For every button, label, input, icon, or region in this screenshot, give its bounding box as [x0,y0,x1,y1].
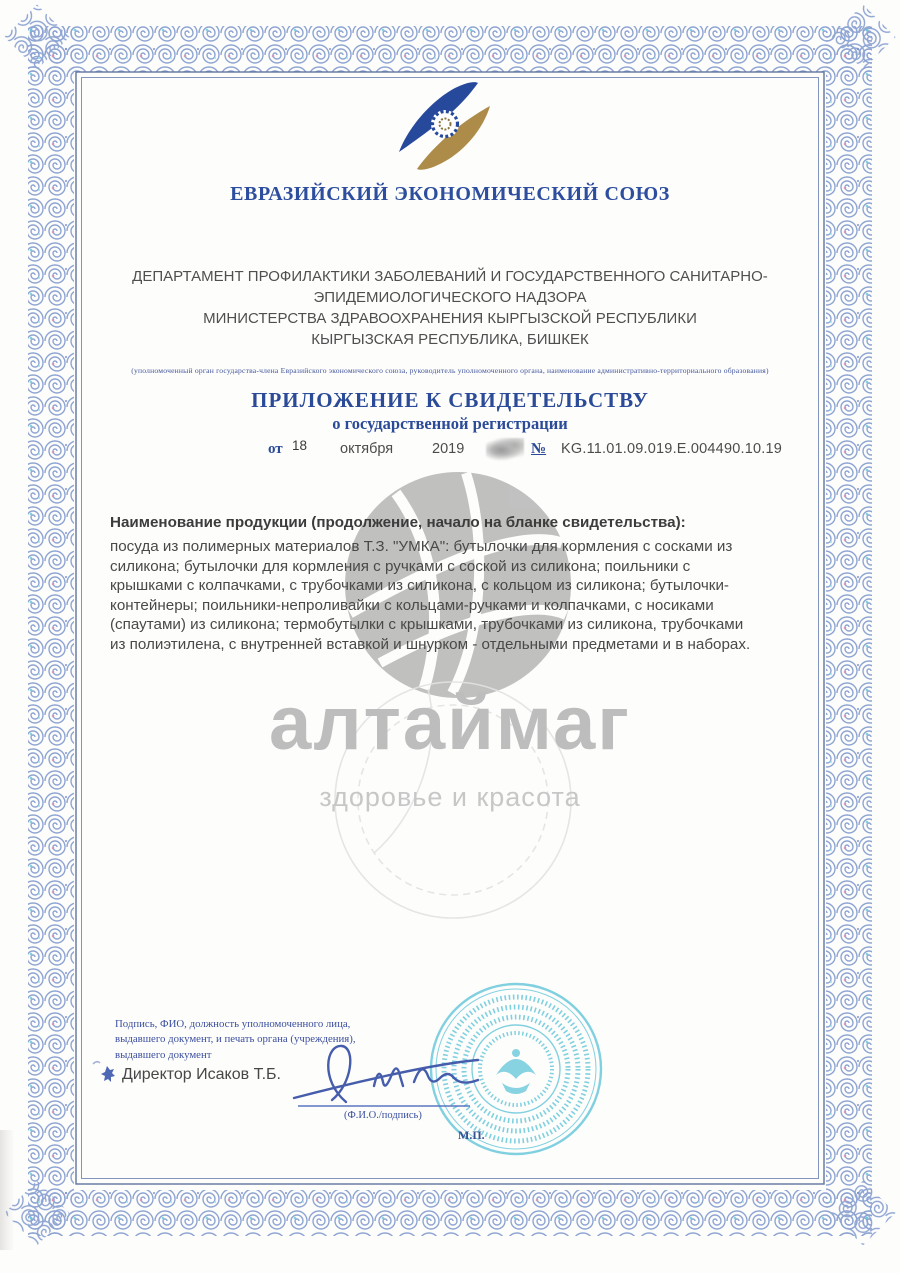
ink-blot-icon [90,1058,124,1088]
product-label: Наименование продукции (продолжение, начало на бланке свидетельства): [110,514,686,531]
watermark-brand: алтаймаг [269,681,631,766]
registration-row [0,438,900,467]
signature-note: Подпись, ФИО, должность уполномоченного лица, выдавшего документ, и печать органа (учреждения), выдавшего документ [115,1018,356,1061]
handwritten-signature-icon [290,1040,490,1115]
stamp-place-label: М.П. [458,1128,485,1142]
issuer-footnote: (уполномоченный орган государства-члена Евразийского экономического союза, руководитель уполномоченного органа, наименование административно-территориального образования) [131,366,769,375]
document-subheading: о государственной регистрации [332,414,568,433]
watermark-tagline: здоровье и красота [319,782,581,812]
registration-day: 18 [292,438,308,453]
scan-edge-artifact [0,1130,14,1250]
registration-year: 2019 [432,441,465,457]
from-label: от [268,441,283,457]
issuer-line: ДЕПАРТАМЕНТ ПРОФИЛАКТИКИ ЗАБОЛЕВАНИЙ И ГОСУДАРСТВЕННОГО САНИТАРНО- [132,268,768,285]
eaeu-logo-icon [385,80,505,172]
fio-caption: (Ф.И.О./подпись) [344,1110,422,1121]
registration-month: октября [340,441,394,457]
issuer-line: КЫРГЫЗСКАЯ РЕСПУБЛИКА, БИШКЕК [311,331,589,348]
signer-name: Директор Исаков Т.Б. [122,1066,281,1083]
document-heading: ПРИЛОЖЕНИЕ К СВИДЕТЕЛЬСТВУ [251,388,649,412]
registration-number: KG.11.01.09.019.E.004490.10.19 [561,441,782,457]
union-title: ЕВРАЗИЙСКИЙ ЭКОНОМИЧЕСКИЙ СОЮЗ [230,183,670,205]
issuer-line: МИНИСТЕРСТВА ЗДРАВООХРАНЕНИЯ КЫРГЫЗСКОЙ РЕСПУБЛИКИ [203,310,697,327]
number-sign: № [531,441,547,457]
issuer-line: ЭПИДЕМИОЛОГИЧЕСКОГО НАДЗОРА [313,289,587,306]
issuer-block [0,266,900,350]
scan-smudge [486,438,524,462]
product-description: посуда из полимерных материалов Т.З. "УМКА": бутылочки для кормления с сосками из силикона; бутылочки для кормления с ручками с соской из силикона; поильники с крышками с колпачками, с трубочками из силикона, с кольцом из силикона; бутылочки-контейнеры; поильники-непроливайки с кольцами-ручками и колпачками, с носиками (спаутами) из силикона; термобутылки с крышками, трубочками из силикона, трубочками из полиэтилена, с внутренней вставкой и шнурком - отдельными предметами и в наборах. [110,538,751,653]
